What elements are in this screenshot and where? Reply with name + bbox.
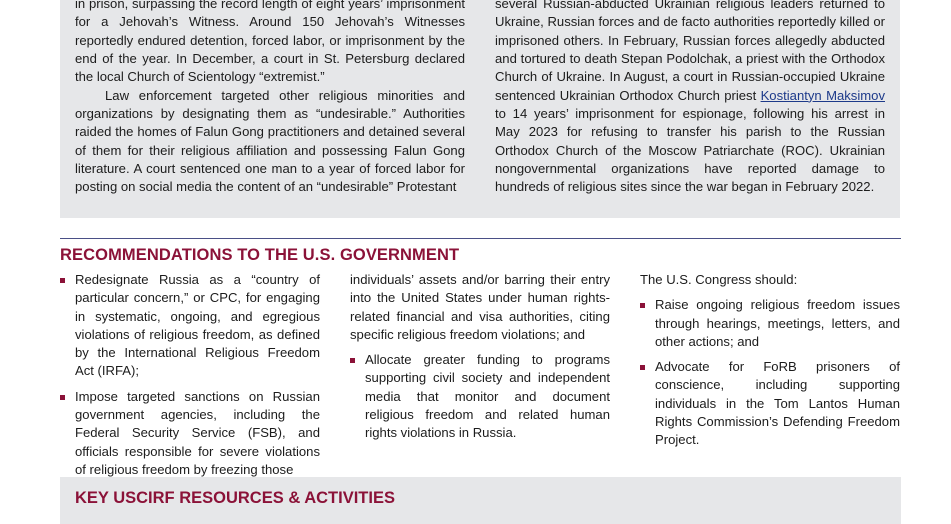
recommendation-item: Advocate for FoRB prisoners of conscience, including supporting individuals in the Tom Lantos Human Rights Commission’s Defending Freedom Project. — [640, 358, 900, 449]
recommendation-item: Raise ongoing religious freedom issues through hearings, meetings, letters, and other actions; and — [640, 296, 900, 351]
left-column — [75, 0, 465, 197]
left-paragraph-1: in prison, surpassing the record length of eight years’ imprisonment for a Jehovah’s Witness. Around 150 Jehovah’s Witnesses reportedly endured detention, forced labor, or imprisonment by the end of the year. In December, a court in St. Petersburg declared the local Church of Scientology “extremist.” — [75, 0, 465, 85]
key-resources-heading: KEY USCIRF RESOURCES & ACTIVITIES — [75, 489, 395, 507]
bullet-icon — [60, 395, 65, 400]
recommendations-column-2 — [350, 271, 610, 450]
bullet-icon — [640, 303, 645, 308]
bullet-icon — [640, 365, 645, 370]
recommendation-item: Redesignate Russia as a “country of particular concern,” or CPC, for engaging in systematic, ongoing, and egregious violations of religious freedom, as defined by the International Religious Freedom Act (IRFA); — [60, 271, 320, 381]
bullet-icon — [60, 278, 65, 283]
bullet-icon — [350, 358, 355, 363]
recommendations-column-3 — [640, 271, 900, 457]
left-paragraph-2: Law enforcement targeted other religious minorities and organizations by designating them as “undesirable.” Authorities raided the homes of Falun Gong practitioners and detained several of them for their religious affiliation and possessing Falun Gong literature. A court sentenced one man to a year of forced labor for posting on social media the content of an “undesirable” Protestant — [75, 87, 465, 195]
recommendation-item: Impose targeted sanctions on Russian government agencies, including the Federal Security Service (FSB), and officials responsible for severe violations of religious freedom by freezing those — [60, 388, 320, 479]
right-paragraph: several Russian-abducted Ukrainian religious leaders returned to Ukraine, Russian forces and de facto authorities reportedly killed or imprisoned others. In February, Russian forces allegedly abducted and tortured to death Stepan Podolchak, a priest with the Orthodox Church of Ukraine. In August, a court in Russian-occupied Ukraine sentenced Ukrainian Orthodox Church priest Kostiantyn Maksimov to 14 years’ imprisonment for espionage, following his arrest in May 2023 for refusing to transfer his parish to the Russian Orthodox Church of the Moscow Patriarchate (ROC). Ukrainian nongovernmental organizations have reported damage to hundreds of religious sites since the war began in February 2022. — [495, 0, 885, 195]
maksimov-link[interactable]: Kostiantyn Maksimov — [760, 87, 885, 103]
congress-intro: The U.S. Congress should: — [640, 272, 798, 287]
right-column — [495, 0, 885, 197]
recommendation-continuation: individuals’ assets and/or barring their entry into the United States under human rights-related financial and visa authorities, citing specific religious freedom violations; and — [350, 272, 610, 342]
recommendations-column-1 — [60, 271, 320, 486]
section-divider — [60, 238, 901, 239]
recommendation-item: Allocate greater funding to programs supporting civil society and independent media that monitor and document religious freedom and related human rights violations in Russia. — [350, 351, 610, 442]
recommendations-heading: RECOMMENDATIONS TO THE U.S. GOVERNMENT — [60, 246, 460, 264]
